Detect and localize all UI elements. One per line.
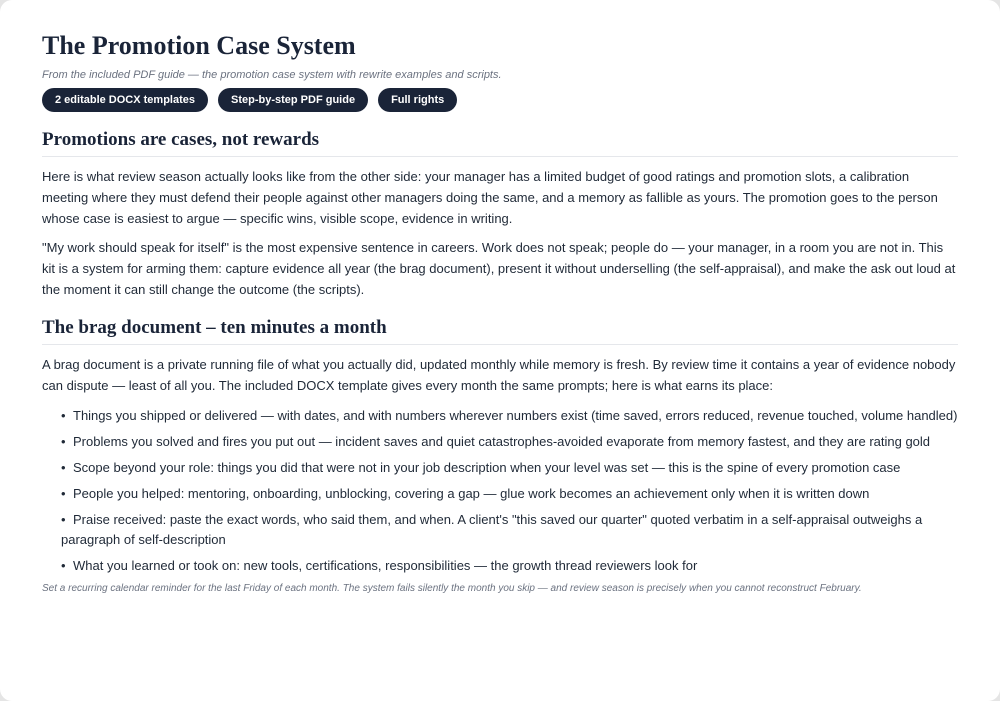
list-item: [61, 406, 958, 426]
list-item-text: What you learned or took on: new tools, certifications, responsibilities — the growth thread reviewers look for: [73, 558, 698, 573]
list-item: [61, 432, 958, 452]
list-item: [61, 510, 958, 550]
feature-badges: [42, 88, 958, 112]
bullet-icon: •: [61, 460, 66, 475]
list-item-text: Praise received: paste the exact words, who said them, and when. A client's "this saved our quarter" quoted verbatim in a self-appraisal outweighs a paragraph of self-description: [61, 512, 923, 547]
list-item: [61, 556, 958, 576]
list-item-text: Problems you solved and fires you put out — incident saves and quiet catastrophes-avoided evaporate from memory fastest, and they are rating gold: [73, 434, 931, 449]
page-title: The Promotion Case System: [42, 31, 356, 60]
list-item: [61, 458, 958, 478]
list-item-text: Things you shipped or delivered — with dates, and with numbers wherever numbers exist (time saved, errors reduced, revenue touched, volume handled): [73, 408, 958, 423]
badge-pdf-guide: Step-by-step PDF guide: [218, 88, 368, 112]
bullet-icon: •: [61, 558, 66, 573]
bullet-icon: •: [61, 434, 66, 449]
bullet-icon: •: [61, 512, 66, 527]
badge-docx-templates: 2 editable DOCX templates: [42, 88, 208, 112]
section-heading-brag-document: The brag document – ten minutes a month: [42, 316, 958, 345]
list-item-text: People you helped: mentoring, onboarding, unblocking, covering a gap — glue work becomes an achievement only when it is written down: [73, 486, 870, 501]
page-subtitle: From the included PDF guide — the promotion case system with rewrite examples and scripts.: [42, 69, 502, 81]
bullet-icon: •: [61, 486, 66, 501]
section-heading-promotions: Promotions are cases, not rewards: [42, 128, 958, 157]
paragraph-work-speaks: "My work should speak for itself" is the most expensive sentence in careers. Work does not speak; people do — your manager, in a room you are not in. This kit is a system for arming them: capture evidence all year (the brag document), present it without underselling (the self-appraisal), and make the ask out loud at the moment it can still change the outcome (the scripts).: [42, 240, 956, 297]
bullet-icon: •: [61, 408, 66, 423]
footnote-reminder: Set a recurring calendar reminder for the last Friday of each month. The system fails silently the month you skip — and review season is precisely when you cannot reconstruct February.: [42, 583, 862, 594]
list-item: [61, 484, 958, 504]
list-item-text: Scope beyond your role: things you did that were not in your job description when your level was set — this is the spine of every promotion case: [73, 460, 901, 475]
paragraph-review-season: Here is what review season actually looks like from the other side: your manager has a limited budget of good ratings and promotion slots, a calibration meeting where they must defend their people against other managers doing the same, and a memory as fallible as yours. The promotion goes to the person whose case is easiest to argue — specific wins, visible scope, evidence in writing.: [42, 169, 938, 226]
badge-full-rights: Full rights: [378, 88, 457, 112]
paragraph-brag-intro: A brag document is a private running file of what you actually did, updated monthly while memory is fresh. By review time it contains a year of evidence nobody can dispute — least of all you. The included DOCX template gives every month the same prompts; here is what earns its place:: [42, 357, 956, 393]
brag-list: [42, 406, 958, 576]
